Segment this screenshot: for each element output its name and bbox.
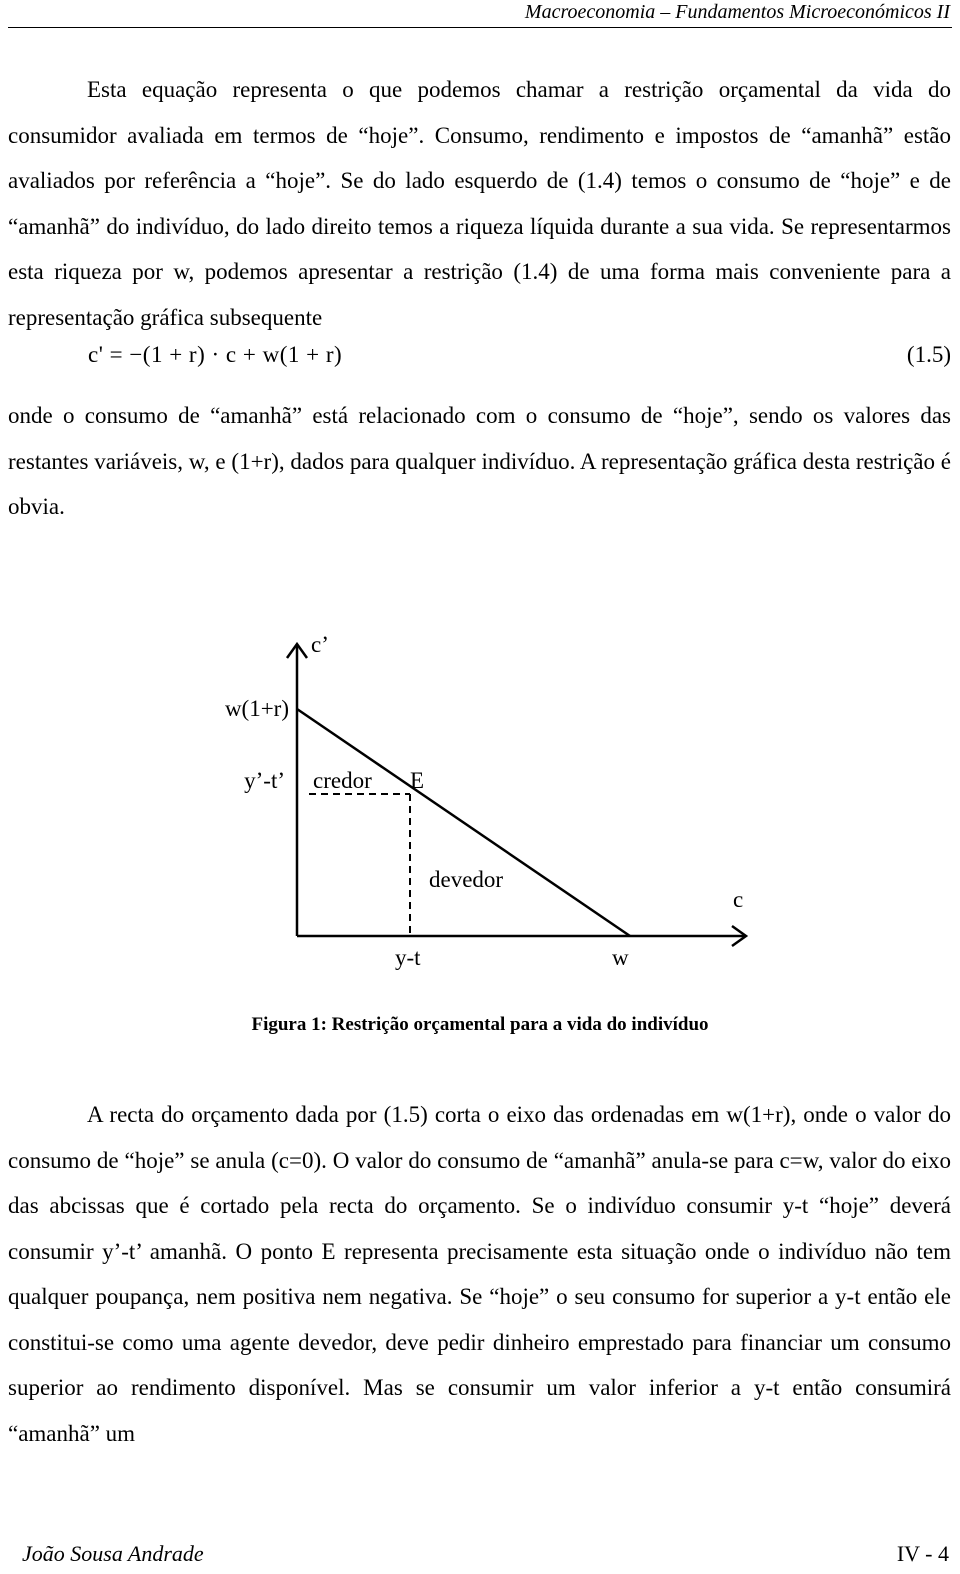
point-y-label: y’-t’ <box>244 768 285 793</box>
budget-constraint-diagram <box>0 630 960 975</box>
x-axis-label: c <box>733 887 744 912</box>
point-e-label: E <box>410 768 425 793</box>
equation-1-5 <box>8 342 951 388</box>
footer-page-number: IV - 4 <box>896 1541 949 1566</box>
region-credor-label: credor <box>313 768 372 793</box>
point-x-label: y-t <box>395 945 421 970</box>
footer-author: João Sousa Andrade <box>22 1541 204 1566</box>
paragraph-budget-constraint-intro: Esta equação representa o que podemos chamar a restrição orçamental da vida do consumidor avaliada em termos de “hoje”. Consumo, rendimento e impostos de “amanhã” estão avaliados por referência a “hoje”. Se do lado esquerdo de (1.4) temos o consumo de “hoje” e de “amanhã” do indivíduo, do lado direito temos a riqueza líquida durante a sua vida. Se representarmos esta riqueza por w, podemos apresentar a restrição (1.4) de uma forma mais conveniente para a representação gráfica subsequente <box>8 77 951 330</box>
y-intercept-label: w(1+r) <box>224 696 289 721</box>
equation-number: (1.5) <box>906 342 951 367</box>
y-axis-label: c’ <box>311 632 329 657</box>
paragraph-budget-line-discussion: A recta do orçamento dada por (1.5) corta o eixo das ordenadas em w(1+r), onde o valor do consumo de “hoje” se anula (c=0). O valor do consumo de “amanhã” anula-se para c=w, valor do eixo das abcissas que é cortado pela recta do orçamento. Se o indivíduo consumir y-t “hoje” deverá consumir y’-t’ amanhã. O ponto E representa precisamente esta situação onde o indivíduo não tem qualquer poupança, nem positiva nem negativa. Se “hoje” o seu consumo for superior a y-t então ele constitui-se como uma agente devedor, deve pedir dinheiro emprestado para financiar um consumo superior ao rendimento disponível. Mas se consumir um valor inferior a y-t então consumirá “amanhã” um <box>8 1102 951 1446</box>
figure-budget-constraint <box>0 630 960 975</box>
equation-formula: c' = −(1 + r) · c + w(1 + r) <box>88 342 343 367</box>
region-devedor-label: devedor <box>429 867 504 892</box>
budget-line <box>297 709 630 936</box>
paragraph-equation-explanation: onde o consumo de “amanhã” está relacionado com o consumo de “hoje”, sendo os valores das restantes variáveis, w, e (1+r), dados para qualquer indivíduo. A representação gráfica desta restrição é obvia. <box>8 403 951 519</box>
x-intercept-label: w <box>612 945 629 970</box>
running-title: Macroeconomia – Fundamentos Microeconómicos II <box>524 1 950 23</box>
running-header <box>8 0 952 28</box>
figure-caption: Figura 1: Restrição orçamental para a vida do indivíduo <box>251 1014 709 1035</box>
